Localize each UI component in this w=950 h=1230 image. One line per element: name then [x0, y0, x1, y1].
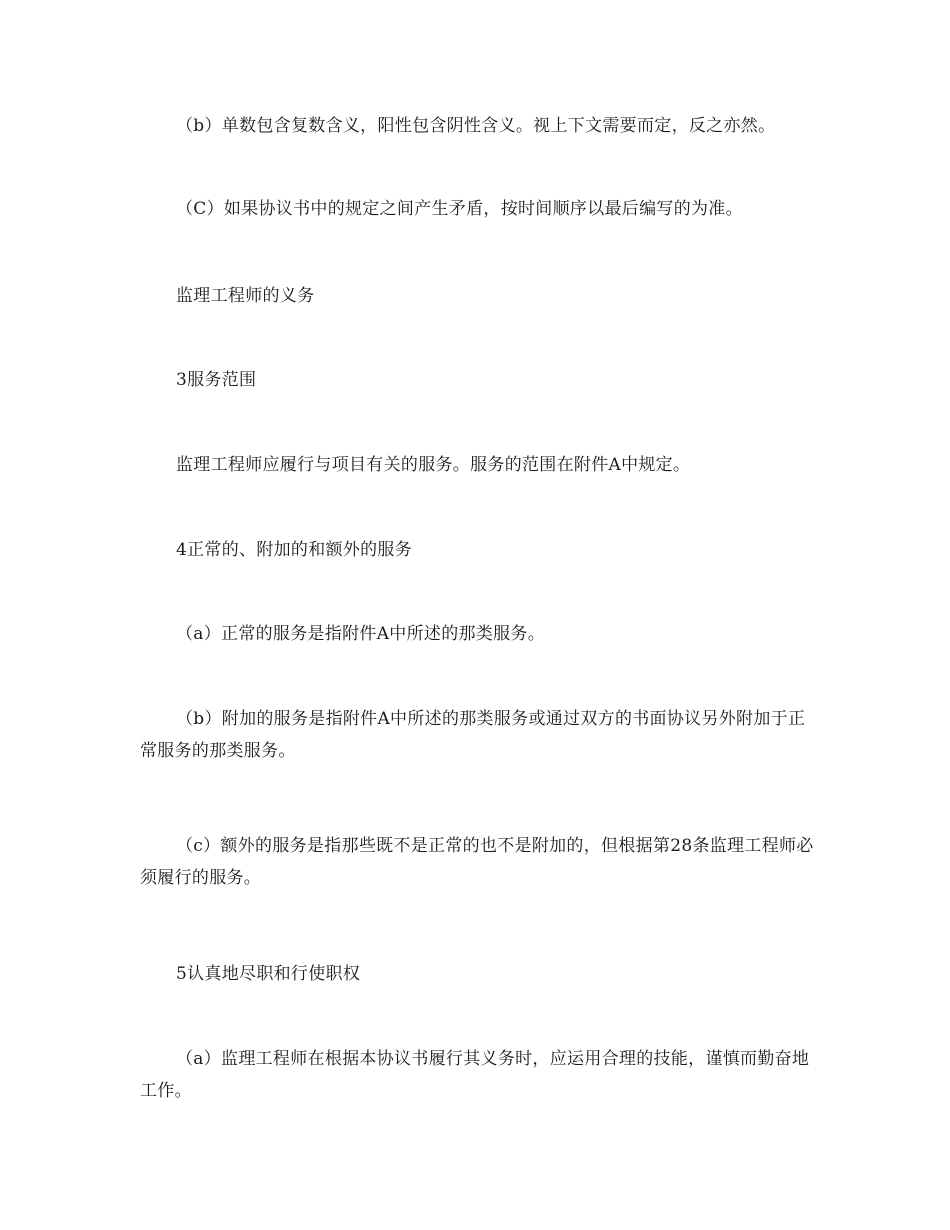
paragraph-scope-description: 监理工程师应履行与项目有关的服务。服务的范围在附件A中规定。: [176, 455, 691, 475]
heading-4-service-types: 4正常的、附加的和额外的服务: [176, 540, 413, 560]
clause-a-reasonable-skill: （a）监理工程师在根据本协议书履行其义务时，应运用合理的技能，谨慎而勤奋地工作。: [140, 1049, 810, 1101]
clause-c-extra-services: （c）额外的服务是指那些既不是正常的也不是附加的，但根据第28条监理工程师必须履行的服务。: [140, 836, 814, 888]
heading-3-scope-of-services: 3服务范围: [176, 370, 257, 390]
clause-a-normal-services: （a）正常的服务是指附件A中所述的那类服务。: [176, 624, 546, 644]
section-heading-engineer-duties: 监理工程师的义务: [176, 286, 315, 306]
clause-b-singular-plural: （b）单数包含复数含义，阳性包含阴性含义。视上下文需要而定，反之亦然。: [176, 116, 776, 136]
heading-5-diligence-and-authority: 5认真地尽职和行使职权: [176, 964, 361, 984]
clause-c-conflict-rule: （C）如果协议书中的规定之间产生矛盾，按时间顺序以最后编写的为准。: [176, 199, 743, 219]
clause-b-additional-services: （b）附加的服务是指附件A中所述的那类服务或通过双方的书面协议另外附加于正常服务的那类服务。: [140, 709, 806, 761]
